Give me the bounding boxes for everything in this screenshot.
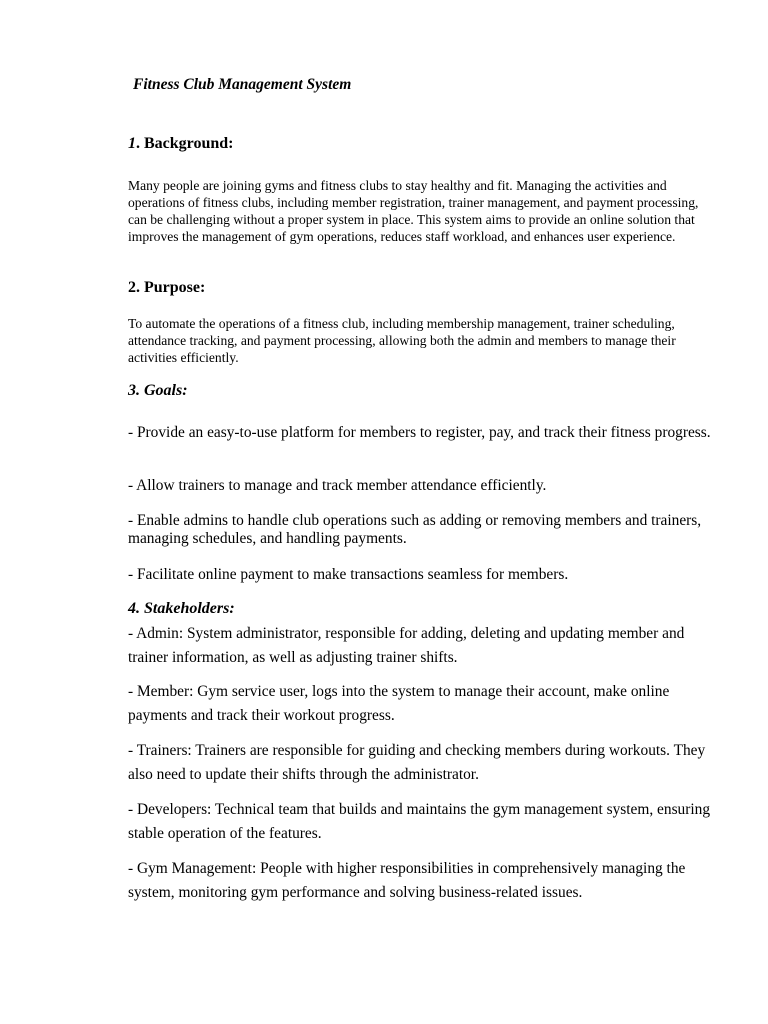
background-heading-number: 1 (128, 135, 136, 152)
goal-item: - Provide an easy-to-use platform for members to register, pay, and track their fitness progress. (128, 424, 711, 441)
background-heading-text: . Background: (136, 135, 234, 152)
stakeholder-item: - Trainers: Trainers are responsible for guiding and checking members during workouts. They also need to update their shifts through the administrator. (128, 742, 706, 783)
stakeholder-item: - Developers: Technical team that builds and maintains the gym management system, ensuring stable operation of the features. (128, 801, 711, 842)
stakeholder-item: - Member: Gym service user, logs into the system to manage their account, make online payments and track their workout progress. (128, 683, 670, 724)
goal-item: - Enable admins to handle club operations such as adding or removing members and trainers, managing schedules, and handling payments. (128, 512, 702, 547)
background-heading (128, 135, 234, 153)
background-paragraph: Many people are joining gyms and fitness clubs to stay healthy and fit. Managing the activities and operations of fitness clubs, including member registration, trainer management, and payment processing, can be challenging without a proper system in place. This system aims to provide an online solution that improves the management of gym operations, reduces staff workload, and enhances user experience. (128, 178, 699, 244)
goals-heading: 3. Goals: (128, 382, 188, 399)
purpose-paragraph: To automate the operations of a fitness club, including membership management, trainer scheduling, attendance tracking, and payment processing, allowing both the admin and members to manage their activities efficiently. (128, 316, 676, 365)
stakeholders-heading: 4. Stakeholders: (128, 600, 235, 617)
goal-item: - Facilitate online payment to make transactions seamless for members. (128, 566, 569, 583)
stakeholder-item: - Admin: System administrator, responsible for adding, deleting and updating member and trainer information, as well as adjusting trainer shifts. (128, 625, 685, 666)
goal-item: - Allow trainers to manage and track member attendance efficiently. (128, 477, 547, 494)
document-title: Fitness Club Management System (133, 76, 352, 93)
stakeholder-item: - Gym Management: People with higher responsibilities in comprehensively managing the system, monitoring gym performance and solving business-related issues. (128, 860, 686, 901)
purpose-heading: 2. Purpose: (128, 279, 206, 296)
